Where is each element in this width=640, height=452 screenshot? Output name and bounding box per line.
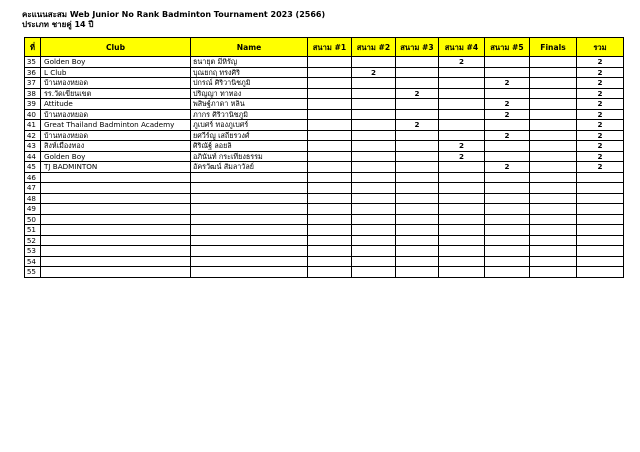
cell-s3 [396, 130, 439, 141]
cell-name [191, 214, 308, 225]
cell-s5: 2 [485, 130, 530, 141]
header-s1: สนาม #1 [308, 38, 352, 57]
cell-s3 [396, 256, 439, 267]
cell-name [191, 204, 308, 215]
cell-club [41, 256, 191, 267]
cell-s1 [308, 246, 352, 257]
cell-s3 [396, 183, 439, 194]
table-row [25, 183, 624, 194]
cell-s2 [352, 256, 396, 267]
cell-finals [530, 172, 577, 183]
table-row [25, 256, 624, 267]
table-row [25, 67, 624, 78]
cell-no: 41 [25, 120, 41, 131]
cell-s5 [485, 235, 530, 246]
cell-s4: 2 [439, 57, 485, 68]
page-subtitle: ประเภท ชายคู่ 14 ปี [22, 20, 94, 29]
table-row [25, 88, 624, 99]
cell-s2 [352, 183, 396, 194]
cell-s3 [396, 172, 439, 183]
cell-s3 [396, 162, 439, 173]
cell-s2 [352, 193, 396, 204]
cell-s3: 2 [396, 88, 439, 99]
cell-total [577, 267, 624, 278]
cell-s4 [439, 256, 485, 267]
table-row [25, 141, 624, 152]
cell-no: 38 [25, 88, 41, 99]
cell-club [41, 246, 191, 257]
cell-s3 [396, 246, 439, 257]
cell-s1 [308, 225, 352, 236]
cell-s4 [439, 172, 485, 183]
cell-club: บ้านทองหยอด [41, 109, 191, 120]
cell-total: 2 [577, 120, 624, 131]
cell-club [41, 183, 191, 194]
cell-s1 [308, 67, 352, 78]
table-row [25, 109, 624, 120]
cell-finals [530, 109, 577, 120]
cell-no: 55 [25, 267, 41, 278]
cell-s5: 2 [485, 78, 530, 89]
cell-total: 2 [577, 78, 624, 89]
cell-s2 [352, 99, 396, 110]
cell-total [577, 183, 624, 194]
cell-club: บ้านทองหยอด [41, 78, 191, 89]
cell-s1 [308, 214, 352, 225]
cell-s1 [308, 151, 352, 162]
cell-finals [530, 67, 577, 78]
cell-s1 [308, 141, 352, 152]
cell-s2 [352, 130, 396, 141]
cell-name [191, 256, 308, 267]
cell-total [577, 225, 624, 236]
cell-total: 2 [577, 57, 624, 68]
header-s5: สนาม #5 [485, 38, 530, 57]
score-table [24, 37, 624, 278]
cell-s5 [485, 141, 530, 152]
cell-name: ศิริณัฐ์ ลอยลิ [191, 141, 308, 152]
cell-no: 40 [25, 109, 41, 120]
cell-s1 [308, 99, 352, 110]
cell-s2 [352, 204, 396, 215]
cell-no: 39 [25, 99, 41, 110]
cell-s5: 2 [485, 162, 530, 173]
cell-s3 [396, 235, 439, 246]
cell-s3 [396, 204, 439, 215]
cell-no: 53 [25, 246, 41, 257]
table-row [25, 204, 624, 215]
cell-total: 2 [577, 67, 624, 78]
header-no: ที่ [25, 38, 41, 57]
cell-s1 [308, 88, 352, 99]
cell-club [41, 267, 191, 278]
cell-total [577, 256, 624, 267]
cell-s3: 2 [396, 120, 439, 131]
cell-no: 51 [25, 225, 41, 236]
cell-s5 [485, 151, 530, 162]
table-row [25, 57, 624, 68]
cell-s4 [439, 99, 485, 110]
cell-club: รร.วัดเขียนเขต [41, 88, 191, 99]
cell-finals [530, 204, 577, 215]
cell-name [191, 172, 308, 183]
cell-s4 [439, 67, 485, 78]
cell-s1 [308, 193, 352, 204]
cell-total: 2 [577, 99, 624, 110]
cell-s2 [352, 88, 396, 99]
cell-s2 [352, 267, 396, 278]
cell-s1 [308, 204, 352, 215]
cell-total [577, 172, 624, 183]
cell-club [41, 225, 191, 236]
cell-s5: 2 [485, 109, 530, 120]
cell-name [191, 183, 308, 194]
cell-s2 [352, 246, 396, 257]
cell-name [191, 225, 308, 236]
cell-club: TJ BADMINTON [41, 162, 191, 173]
header-s3: สนาม #3 [396, 38, 439, 57]
cell-total [577, 204, 624, 215]
cell-s3 [396, 225, 439, 236]
cell-s2 [352, 214, 396, 225]
cell-s1 [308, 120, 352, 131]
cell-finals [530, 256, 577, 267]
cell-s4 [439, 193, 485, 204]
cell-s5 [485, 172, 530, 183]
cell-s4 [439, 183, 485, 194]
cell-finals [530, 151, 577, 162]
table-row [25, 99, 624, 110]
cell-s5: 2 [485, 99, 530, 110]
cell-no: 47 [25, 183, 41, 194]
table-row [25, 78, 624, 89]
table-row [25, 162, 624, 173]
cell-s4 [439, 225, 485, 236]
table-row [25, 120, 624, 131]
cell-s1 [308, 256, 352, 267]
cell-finals [530, 57, 577, 68]
cell-s4 [439, 246, 485, 257]
cell-name: ภูเบศร์ ทองภูเบศร์ [191, 120, 308, 131]
cell-name: อัครวัฒน์ สัมลาวัลย์ [191, 162, 308, 173]
cell-total [577, 235, 624, 246]
cell-s3 [396, 57, 439, 68]
cell-finals [530, 183, 577, 194]
cell-s2 [352, 57, 396, 68]
cell-finals [530, 193, 577, 204]
cell-no: 44 [25, 151, 41, 162]
cell-name: บุณยกฤ ทรงศิริ [191, 67, 308, 78]
cell-no: 49 [25, 204, 41, 215]
cell-s5 [485, 246, 530, 257]
cell-s3 [396, 214, 439, 225]
cell-s1 [308, 130, 352, 141]
header-finals: Finals [530, 38, 577, 57]
table-row [25, 225, 624, 236]
cell-s2 [352, 235, 396, 246]
cell-no: 52 [25, 235, 41, 246]
header-name: Name [191, 38, 308, 57]
cell-no: 50 [25, 214, 41, 225]
cell-name: ปริญญา ทาทอง [191, 88, 308, 99]
cell-no: 46 [25, 172, 41, 183]
cell-s5 [485, 204, 530, 215]
cell-club [41, 193, 191, 204]
cell-s3 [396, 99, 439, 110]
cell-s5 [485, 57, 530, 68]
cell-club [41, 172, 191, 183]
cell-s1 [308, 172, 352, 183]
cell-no: 36 [25, 67, 41, 78]
cell-club [41, 214, 191, 225]
cell-s1 [308, 162, 352, 173]
cell-finals [530, 225, 577, 236]
header-club: Club [41, 38, 191, 57]
cell-no: 37 [25, 78, 41, 89]
cell-s3 [396, 109, 439, 120]
cell-total: 2 [577, 88, 624, 99]
cell-s5 [485, 88, 530, 99]
cell-s5 [485, 193, 530, 204]
cell-s2 [352, 78, 396, 89]
page-title: คะแนนสะสม Web Junior No Rank Badminton Tournament 2023 (2566) [22, 10, 326, 19]
cell-total [577, 246, 624, 257]
cell-name: ยศวีร์ญู เสถียรวงศ์ [191, 130, 308, 141]
table-row [25, 151, 624, 162]
cell-finals [530, 130, 577, 141]
table-row [25, 267, 624, 278]
header-total: รวม [577, 38, 624, 57]
cell-name: ภากร ศิริวานิชภูมิ [191, 109, 308, 120]
cell-s2 [352, 120, 396, 131]
cell-no: 35 [25, 57, 41, 68]
cell-club: L Club [41, 67, 191, 78]
cell-total: 2 [577, 130, 624, 141]
cell-total: 2 [577, 151, 624, 162]
cell-s3 [396, 67, 439, 78]
cell-s1 [308, 183, 352, 194]
cell-s4: 2 [439, 151, 485, 162]
cell-club [41, 204, 191, 215]
header-row [25, 38, 624, 57]
cell-finals [530, 162, 577, 173]
cell-finals [530, 246, 577, 257]
cell-s3 [396, 193, 439, 204]
cell-s4 [439, 214, 485, 225]
cell-s5 [485, 256, 530, 267]
cell-s2 [352, 141, 396, 152]
cell-name [191, 193, 308, 204]
cell-total: 2 [577, 109, 624, 120]
cell-s4 [439, 162, 485, 173]
cell-s1 [308, 235, 352, 246]
cell-s4 [439, 204, 485, 215]
cell-s2 [352, 151, 396, 162]
cell-finals [530, 88, 577, 99]
cell-club: สิงห์เมืองทอง [41, 141, 191, 152]
cell-s5 [485, 225, 530, 236]
cell-s3 [396, 151, 439, 162]
cell-club: Golden Boy [41, 151, 191, 162]
cell-s2 [352, 109, 396, 120]
cell-name [191, 267, 308, 278]
cell-total: 2 [577, 141, 624, 152]
cell-s4 [439, 235, 485, 246]
cell-finals [530, 235, 577, 246]
cell-s4: 2 [439, 141, 485, 152]
cell-club: Golden Boy [41, 57, 191, 68]
cell-club: Great Thailand Badminton Academy [41, 120, 191, 131]
cell-s4 [439, 109, 485, 120]
cell-name: อภินันท์ กระเทียงธรรม [191, 151, 308, 162]
cell-club [41, 235, 191, 246]
cell-s5 [485, 267, 530, 278]
cell-s1 [308, 57, 352, 68]
cell-s1 [308, 109, 352, 120]
cell-name [191, 235, 308, 246]
cell-name [191, 246, 308, 257]
cell-s3 [396, 141, 439, 152]
cell-name: ธนายุต มีหิรัญ [191, 57, 308, 68]
table-row [25, 193, 624, 204]
cell-s4 [439, 267, 485, 278]
cell-s2: 2 [352, 67, 396, 78]
table-row [25, 214, 624, 225]
cell-no: 45 [25, 162, 41, 173]
cell-club: Attitude [41, 99, 191, 110]
cell-total: 2 [577, 162, 624, 173]
cell-s4 [439, 88, 485, 99]
cell-finals [530, 214, 577, 225]
cell-s1 [308, 267, 352, 278]
cell-s3 [396, 267, 439, 278]
cell-name: ปกรณ์ ศิริวานิชภูมิ [191, 78, 308, 89]
cell-no: 54 [25, 256, 41, 267]
cell-finals [530, 267, 577, 278]
cell-no: 42 [25, 130, 41, 141]
cell-total [577, 214, 624, 225]
cell-name: พสิษฐ์ภาดา หลิน [191, 99, 308, 110]
table-row [25, 172, 624, 183]
table-row [25, 246, 624, 257]
cell-s2 [352, 172, 396, 183]
cell-s3 [396, 78, 439, 89]
header-s2: สนาม #2 [352, 38, 396, 57]
header-s4: สนาม #4 [439, 38, 485, 57]
cell-finals [530, 141, 577, 152]
cell-s5 [485, 183, 530, 194]
cell-s4 [439, 130, 485, 141]
cell-finals [530, 99, 577, 110]
cell-no: 43 [25, 141, 41, 152]
cell-total [577, 193, 624, 204]
cell-s1 [308, 78, 352, 89]
cell-no: 48 [25, 193, 41, 204]
cell-s4 [439, 120, 485, 131]
table-row [25, 235, 624, 246]
table-row [25, 130, 624, 141]
cell-s5 [485, 120, 530, 131]
cell-s4 [439, 78, 485, 89]
cell-s2 [352, 162, 396, 173]
cell-s5 [485, 67, 530, 78]
cell-finals [530, 120, 577, 131]
cell-s5 [485, 214, 530, 225]
cell-s2 [352, 225, 396, 236]
cell-club: บ้านทองหยอด [41, 130, 191, 141]
cell-finals [530, 78, 577, 89]
